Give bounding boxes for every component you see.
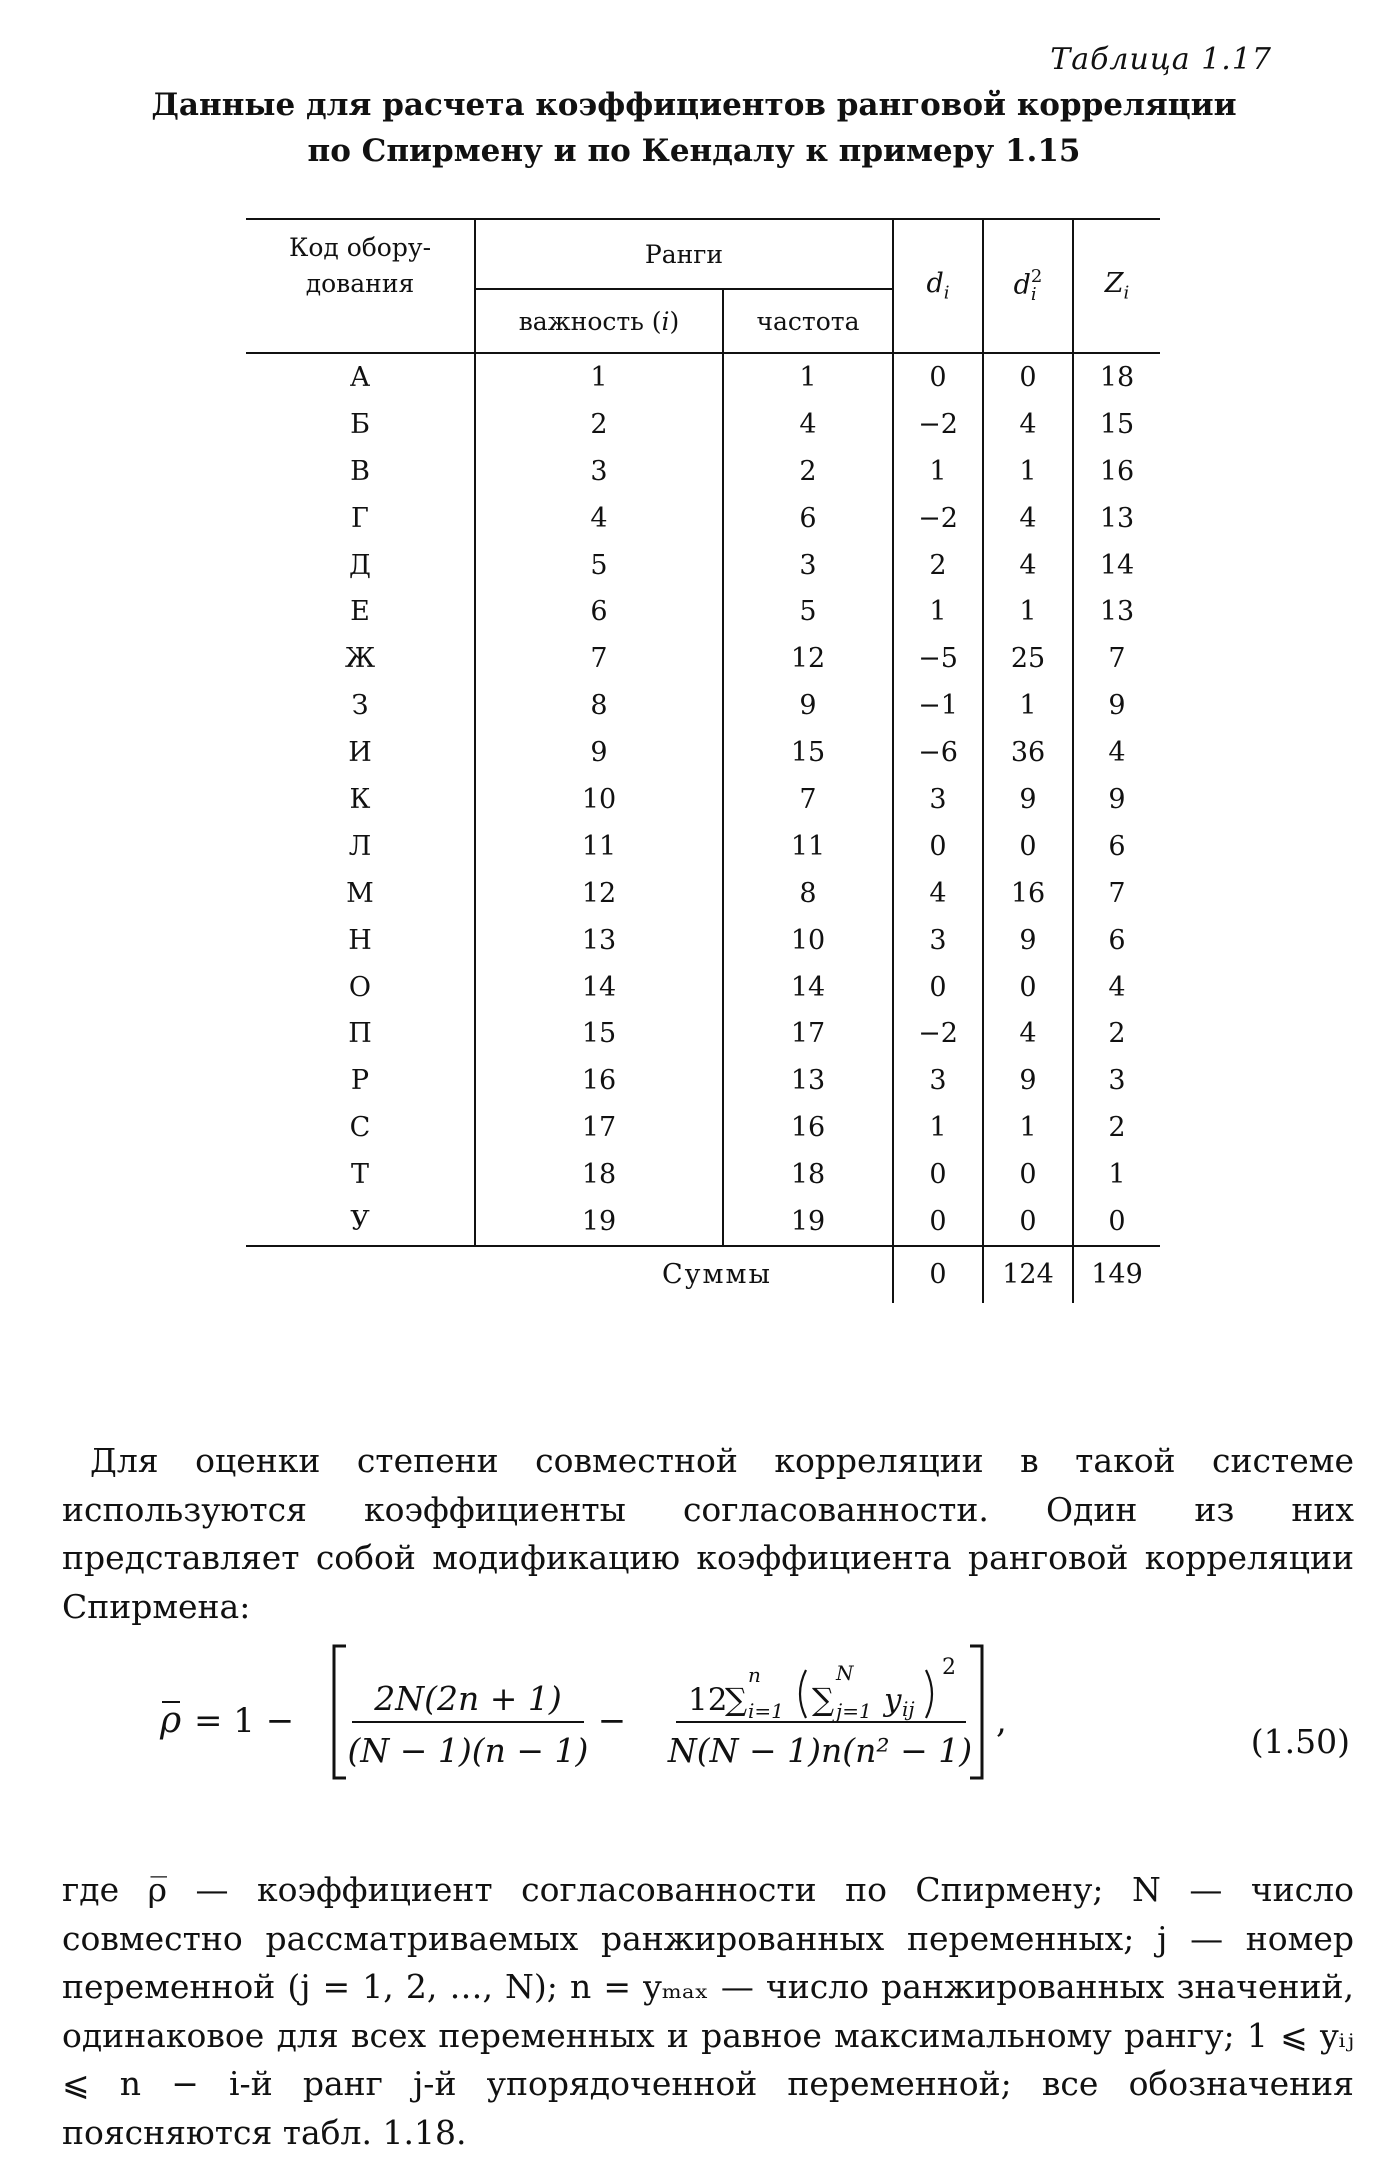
table-row: [246, 917, 1160, 964]
formula-sum1-sub: i=1: [748, 1699, 784, 1723]
cell-importance: 4: [475, 495, 723, 542]
cell-frequency: 12: [723, 635, 893, 682]
totals-z: 149: [1073, 1246, 1160, 1303]
table-row: [246, 682, 1160, 729]
cell-frequency: 1: [723, 353, 893, 401]
cell-importance: 1: [475, 353, 723, 401]
formula-sum2: ∑: [812, 1682, 835, 1718]
table-row: [246, 1057, 1160, 1104]
cell-importance: 11: [475, 823, 723, 870]
cell-d: 1: [893, 588, 983, 635]
cell-d2: 4: [983, 401, 1073, 448]
cell-d: −5: [893, 635, 983, 682]
header-ranks: Ранги: [475, 219, 893, 289]
cell-frequency: 4: [723, 401, 893, 448]
header-z-sub: i: [1123, 282, 1130, 304]
cell-d2: 9: [983, 1057, 1073, 1104]
formula-den2: N(N − 1)n(n² − 1): [667, 1731, 973, 1770]
cell-code: В: [350, 455, 370, 487]
cell-z: 6: [1073, 917, 1160, 964]
cell-z: 14: [1073, 542, 1160, 589]
cell-code: Е: [350, 596, 370, 628]
cell-importance: 7: [475, 635, 723, 682]
cell-code: К: [349, 783, 371, 815]
totals-d2: 124: [983, 1246, 1073, 1303]
cell-frequency: 13: [723, 1057, 893, 1104]
cell-d: 0: [893, 1198, 983, 1246]
cell-importance: 3: [475, 448, 723, 495]
header-z-var: Z: [1104, 268, 1124, 300]
formula-left-paren: [800, 1670, 806, 1718]
cell-importance: 14: [475, 964, 723, 1011]
formula-right-paren: [926, 1670, 932, 1718]
table-caption: [0, 82, 1388, 174]
cell-frequency: 7: [723, 776, 893, 823]
cell-code: И: [348, 737, 372, 769]
table-row: [246, 1104, 1160, 1151]
totals-label: Суммы: [661, 1259, 772, 1291]
cell-code: О: [348, 971, 372, 1003]
cell-z: 7: [1073, 635, 1160, 682]
cell-z: 6: [1073, 823, 1160, 870]
cell-code: С: [349, 1112, 371, 1144]
cell-d2: 0: [983, 823, 1073, 870]
cell-z: 2: [1073, 1010, 1160, 1057]
cell-code: Г: [351, 502, 369, 534]
table-row: [246, 729, 1160, 776]
cell-d2: 1: [983, 448, 1073, 495]
cell-z: 3: [1073, 1057, 1160, 1104]
cell-z: 9: [1073, 682, 1160, 729]
table-row: [246, 588, 1160, 635]
header-d-sub: i: [943, 282, 950, 304]
cell-d2: 4: [983, 1010, 1073, 1057]
cell-d: 0: [893, 353, 983, 401]
cell-d: −2: [893, 1010, 983, 1057]
cell-z: 15: [1073, 401, 1160, 448]
table-number: Таблица 1.17: [1050, 42, 1272, 77]
cell-code: Б: [350, 408, 370, 440]
cell-importance: 5: [475, 542, 723, 589]
table-row: [246, 964, 1160, 1011]
cell-d: 0: [893, 964, 983, 1011]
formula-sum1-sup: n: [748, 1663, 761, 1687]
cell-frequency: 9: [723, 682, 893, 729]
table-row: [246, 401, 1160, 448]
cell-frequency: 15: [723, 729, 893, 776]
totals-row: [246, 1246, 1160, 1303]
table-row: [246, 776, 1160, 823]
cell-z: 1: [1073, 1151, 1160, 1198]
cell-frequency: 11: [723, 823, 893, 870]
header-importance: важность (i): [475, 289, 723, 353]
rank-table: [246, 218, 1160, 1303]
cell-d2: 9: [983, 776, 1073, 823]
table-row: [246, 542, 1160, 589]
cell-frequency: 18: [723, 1151, 893, 1198]
cell-d: −6: [893, 729, 983, 776]
cell-importance: 19: [475, 1198, 723, 1246]
cell-z: 18: [1073, 353, 1160, 401]
formula-power: 2: [942, 1655, 956, 1680]
table-caption-line-2: по Спирмену и по Кендалу к примеру 1.15: [307, 133, 1081, 169]
cell-d2: 1: [983, 682, 1073, 729]
header-importance-var: i: [661, 306, 670, 336]
cell-d2: 1: [983, 1104, 1073, 1151]
cell-d2: 0: [983, 353, 1073, 401]
cell-code: А: [349, 361, 371, 393]
paragraph-intro: Для оценки степени совместной корреляции в такой системе используются коэффициенты согласованности. Один из них представляет собой модификацию коэффициента ранговой корреляции Спирмена:: [62, 1441, 1354, 1626]
cell-frequency: 10: [723, 917, 893, 964]
cell-d2: 25: [983, 635, 1073, 682]
cell-frequency: 17: [723, 1010, 893, 1057]
cell-d: −2: [893, 401, 983, 448]
cell-z: 4: [1073, 964, 1160, 1011]
formula-minus: −: [597, 1701, 627, 1741]
formula-num2-coef: 12: [688, 1682, 728, 1718]
table-caption-line-1: Данные для расчета коэффициентов ранговой корреляции: [151, 87, 1237, 123]
cell-importance: 18: [475, 1151, 723, 1198]
cell-code: Р: [350, 1065, 370, 1097]
cell-code: Н: [348, 924, 372, 956]
cell-d: −1: [893, 682, 983, 729]
cell-importance: 12: [475, 870, 723, 917]
header-d: [893, 219, 983, 353]
cell-importance: 16: [475, 1057, 723, 1104]
formula-sum2-sub: j=1: [836, 1699, 872, 1723]
header-z: [1073, 219, 1160, 353]
formula-var-y-sub: ij: [902, 1697, 915, 1721]
cell-importance: 9: [475, 729, 723, 776]
cell-importance: 2: [475, 401, 723, 448]
cell-code: З: [351, 690, 369, 722]
cell-d2: 0: [983, 1151, 1073, 1198]
cell-z: 9: [1073, 776, 1160, 823]
table-row: [246, 870, 1160, 917]
cell-code: М: [346, 877, 374, 909]
header-d-var: d: [926, 268, 944, 300]
header-code-line-2: дования: [305, 269, 415, 298]
paragraph-definitions: где ρ̅ — коэффициент согласованности по Спирмену; N — число совместно рассматриваемых ранжированных переменных; j — номер переменной (j = 1, 2, …, N); n = yₘₐₓ — число ранжированных значений, одинаковое для всех переменных и равное максимальному рангу; 1 ⩽ yᵢⱼ ⩽ n − i-й ранг j-й упорядоченной переменной; все обозначения поясняются табл. 1.18.: [62, 1870, 1354, 2152]
cell-d: 3: [893, 917, 983, 964]
cell-frequency: 2: [723, 448, 893, 495]
cell-code: Д: [349, 549, 371, 581]
cell-d: 3: [893, 776, 983, 823]
cell-frequency: 14: [723, 964, 893, 1011]
table-row: [246, 823, 1160, 870]
formula-var-y: y: [884, 1682, 902, 1718]
table-row: [246, 1151, 1160, 1198]
cell-d2: 9: [983, 917, 1073, 964]
cell-d2: 0: [983, 964, 1073, 1011]
cell-z: 0: [1073, 1198, 1160, 1246]
cell-frequency: 8: [723, 870, 893, 917]
table-row: [246, 495, 1160, 542]
header-d2-sub: i: [1030, 284, 1037, 305]
cell-frequency: 3: [723, 542, 893, 589]
header-importance-label: важность: [518, 306, 644, 336]
formula-den1: (N − 1)(n − 1): [347, 1731, 589, 1770]
cell-z: 2: [1073, 1104, 1160, 1151]
cell-importance: 17: [475, 1104, 723, 1151]
cell-d: 4: [893, 870, 983, 917]
cell-d2: 4: [983, 542, 1073, 589]
table-row: [246, 448, 1160, 495]
totals-d: 0: [893, 1246, 983, 1303]
formula-sum1: ∑: [725, 1682, 748, 1718]
cell-d: 3: [893, 1057, 983, 1104]
header-d2: [983, 219, 1073, 353]
table-row: [246, 1010, 1160, 1057]
cell-importance: 8: [475, 682, 723, 729]
cell-d: 1: [893, 448, 983, 495]
header-d2-var: d: [1013, 269, 1031, 301]
cell-code: Ж: [344, 643, 376, 675]
formula-lhs: ρ: [160, 1700, 182, 1741]
cell-importance: 10: [475, 776, 723, 823]
cell-importance: 6: [475, 588, 723, 635]
cell-frequency: 19: [723, 1198, 893, 1246]
formula-one-minus: = 1 −: [194, 1701, 295, 1741]
table-row: [246, 635, 1160, 682]
header-frequency: частота: [723, 289, 893, 353]
cell-code: Т: [350, 1159, 369, 1191]
formula-1-50: [0, 1636, 1388, 1786]
cell-d: 2: [893, 542, 983, 589]
cell-frequency: 6: [723, 495, 893, 542]
cell-frequency: 5: [723, 588, 893, 635]
cell-d: 0: [893, 1151, 983, 1198]
formula-comma: ,: [996, 1701, 1007, 1741]
header-code-line-1: Код обору-: [288, 233, 432, 262]
cell-z: 16: [1073, 448, 1160, 495]
cell-code: П: [348, 1018, 372, 1050]
cell-z: 13: [1073, 588, 1160, 635]
header-code: [246, 219, 475, 353]
formula-num1: 2N(2n + 1): [374, 1679, 562, 1718]
table-body: [246, 353, 1160, 1246]
cell-frequency: 16: [723, 1104, 893, 1151]
cell-d2: 0: [983, 1198, 1073, 1246]
table-row: [246, 1198, 1160, 1246]
cell-d2: 1: [983, 588, 1073, 635]
cell-z: 4: [1073, 729, 1160, 776]
cell-d2: 4: [983, 495, 1073, 542]
cell-d: 0: [893, 823, 983, 870]
cell-code: Л: [348, 830, 372, 862]
formula-sum2-sup: N: [836, 1661, 854, 1685]
table-row: [246, 353, 1160, 401]
cell-d2: 16: [983, 870, 1073, 917]
cell-d: −2: [893, 495, 983, 542]
cell-z: 7: [1073, 870, 1160, 917]
cell-importance: 13: [475, 917, 723, 964]
cell-z: 13: [1073, 495, 1160, 542]
cell-d2: 36: [983, 729, 1073, 776]
formula-left-bracket: [334, 1646, 346, 1778]
header-d2-sup: 2: [1030, 266, 1043, 287]
cell-code: У: [246, 1198, 475, 1246]
equation-number: (1.50): [1250, 1722, 1350, 1761]
cell-importance: 15: [475, 1010, 723, 1057]
cell-d: 1: [893, 1104, 983, 1151]
